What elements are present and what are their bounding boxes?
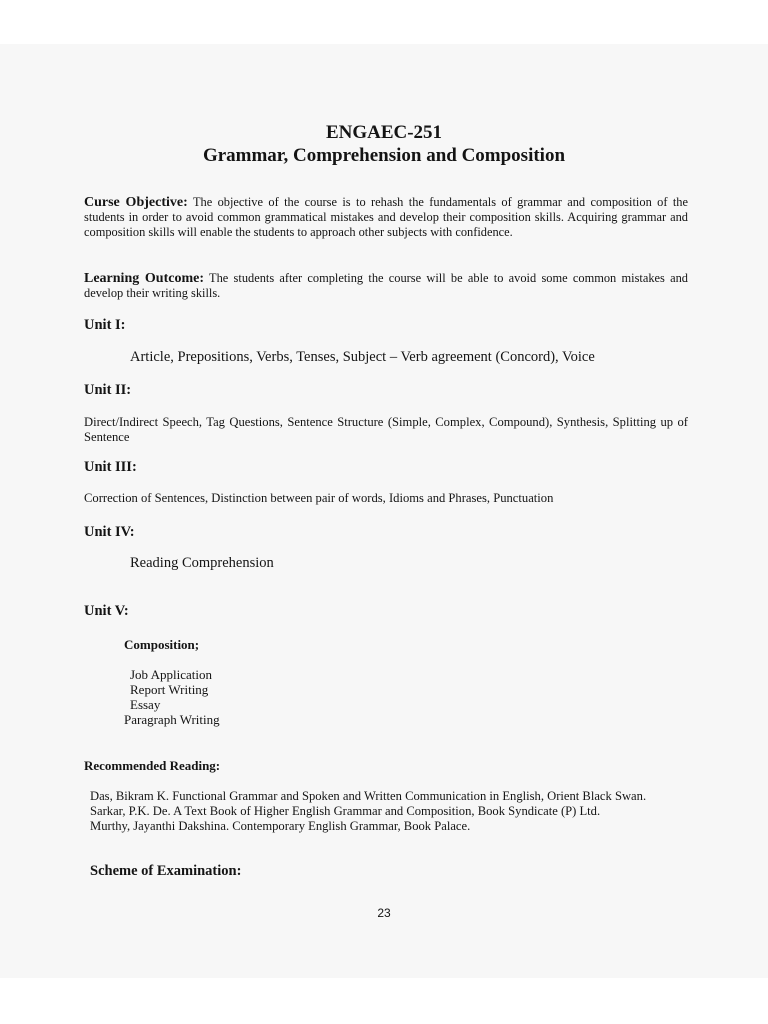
learning-outcome <box>84 271 688 301</box>
scheme-heading: Scheme of Examination: <box>90 863 242 879</box>
course-code: ENGAEC-251 <box>325 122 443 143</box>
outcome-text: The students after completing the course will be able to avoid some common mistakes and develop their writing skills. <box>84 271 689 300</box>
composition-item: Job Application <box>130 667 212 682</box>
objective-label: Curse Objective: <box>84 195 188 210</box>
document-page <box>0 44 768 978</box>
composition-item: Essay <box>130 697 161 712</box>
reading-item: Das, Bikram K. Functional Grammar and Spoken and Written Communication in English, Orient Black Swan. <box>90 789 647 803</box>
course-title: Grammar, Comprehension and Composition <box>202 145 566 166</box>
recommended-reading-list <box>90 789 687 834</box>
reading-item: Murthy, Jayanthi Dakshina. Contemporary English Grammar, Book Palace. <box>90 819 471 833</box>
unit-5-heading: Unit V: <box>84 603 129 619</box>
unit-4-content: Reading Comprehension <box>130 555 274 571</box>
composition-item: Report Writing <box>130 682 209 697</box>
unit-2-heading: Unit II: <box>84 382 132 398</box>
unit-2-content: Direct/Indirect Speech, Tag Questions, Sentence Structure (Simple, Complex, Compound), Synthesis, Splitting up of Sentence <box>84 415 688 444</box>
unit-4-heading: Unit IV: <box>84 524 135 540</box>
unit-1-heading: Unit I: <box>84 317 126 333</box>
page-number: 23 <box>377 906 391 920</box>
recommended-reading-heading: Recommended Reading: <box>84 758 221 773</box>
composition-subheading: Composition; <box>124 637 200 652</box>
composition-list <box>124 667 220 727</box>
unit-3-heading: Unit III: <box>84 459 137 475</box>
unit-1-content: Article, Prepositions, Verbs, Tenses, Subject – Verb agreement (Concord), Voice <box>130 349 595 365</box>
unit-3-content: Correction of Sentences, Distinction between pair of words, Idioms and Phrases, Punctuation <box>84 491 554 505</box>
course-objective <box>84 195 688 240</box>
outcome-label: Learning Outcome: <box>84 271 204 286</box>
reading-item: Sarkar, P.K. De. A Text Book of Higher English Grammar and Composition, Book Syndicate (P) Ltd. <box>90 804 601 818</box>
composition-item: Paragraph Writing <box>124 712 220 727</box>
objective-text: The objective of the course is to rehash the fundamentals of grammar and composition of the students in order to avoid common grammatical mistakes and develop their composition skills. Acquiring grammar and composition skills will enable the students to approach other subjects with confidence. <box>84 195 689 239</box>
